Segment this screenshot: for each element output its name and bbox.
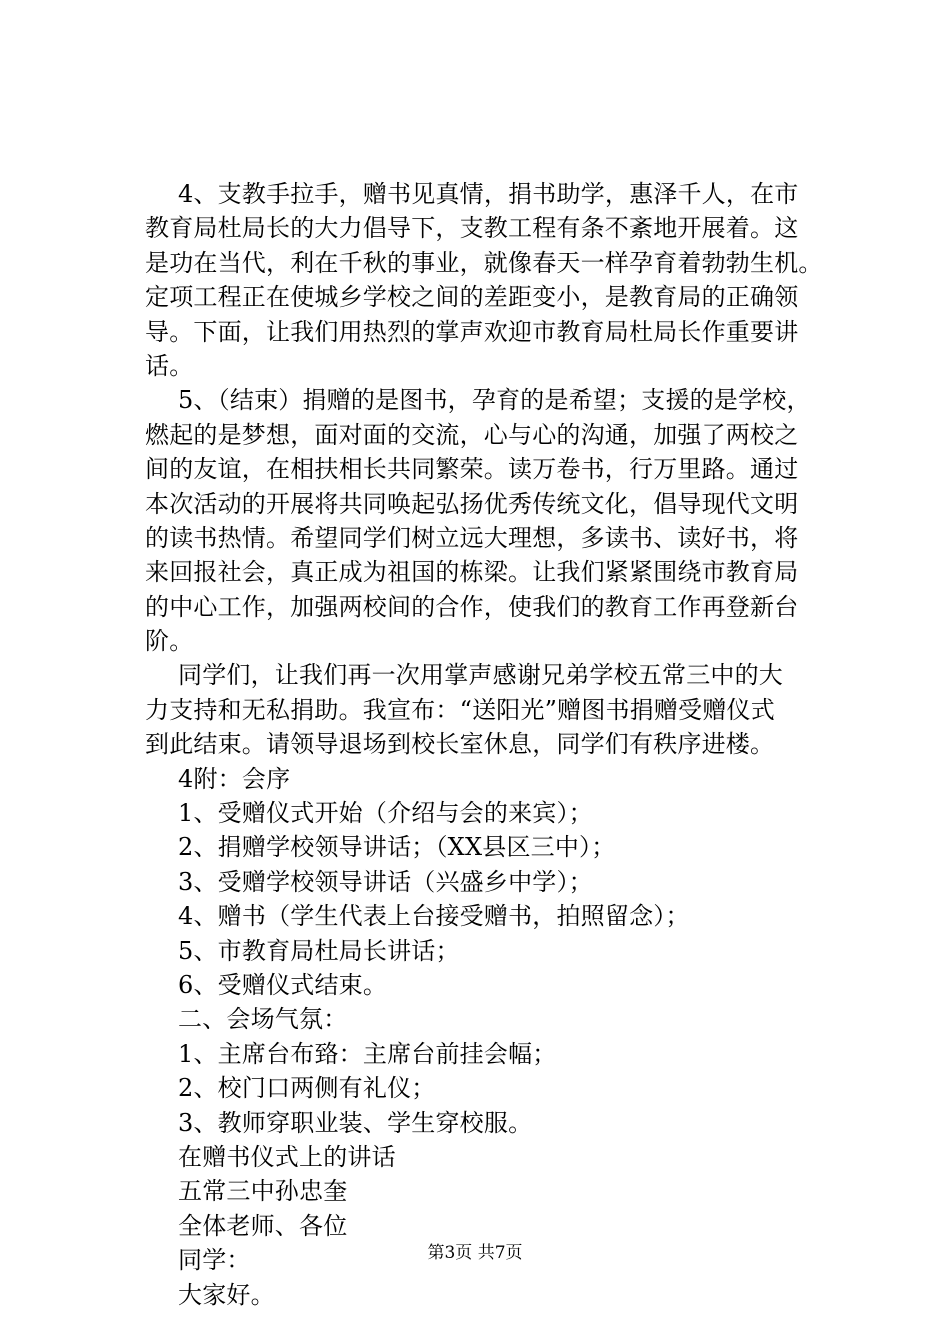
paragraph-line: 同学们，让我们再一次用掌声感谢兄弟学校五常三中的大 [178, 661, 783, 690]
list-item: 1、受赠仪式开始（介绍与会的来宾）； [178, 799, 593, 828]
paragraph-line: 本次活动的开展将共同唤起弘扬优秀传统文化，倡导现代文明 [145, 489, 799, 518]
list-item: 4、赠书（学生代表上台接受赠书，拍照留念）； [178, 902, 690, 931]
paragraph-line: 导。下面，让我们用热烈的掌声欢迎市教育局杜局长作重要讲 [145, 317, 799, 346]
section-heading: 二、会场气氛： [178, 1005, 348, 1034]
list-item: 3、受赠学校领导讲话（兴盛乡中学）； [178, 867, 593, 896]
list-item: 1、主席台布臵：主席台前挂会幅； [178, 1039, 557, 1068]
paragraph-line: 力支持和无私捐助。我宣布：“送阳光”赠图书捐赠受赠仪式 [145, 695, 775, 724]
list-item: 5、市教育局杜局长讲话； [178, 936, 460, 965]
paragraph-line: 来回报社会，真正成为祖国的栋梁。让我们紧紧围绕市教育局 [145, 558, 799, 587]
paragraph-line: 的读书热情。希望同学们树立远大理想，多读书、读好书，将 [145, 523, 799, 552]
list-item: 3、教师穿职业装、学生穿校服。 [178, 1108, 533, 1137]
page-number-footer: 第3页 共7页 [427, 1243, 523, 1263]
salutation-line: 全体老师、各位 [178, 1211, 348, 1240]
paragraph-line: 5、（结束）捐赠的是图书，孕育的是希望；支援的是学校， [178, 386, 811, 415]
paragraph-line: 间的友谊，在相扶相长共同繁荣。读万卷书，行万里路。通过 [145, 455, 799, 484]
paragraph-line: 的中心工作，加强两校间的合作，使我们的教育工作再登新台 [145, 592, 799, 621]
greeting-line: 大家好。 [178, 1280, 275, 1309]
paragraph-line: 4、支教手拉手，赠书见真情，捐书助学，惠泽千人，在市 [178, 180, 799, 208]
paragraph-line: 到此结束。请领导退场到校长室休息，同学们有秩序进楼。 [145, 730, 775, 759]
document-body [145, 177, 823, 1312]
list-heading: 4附：会序 [178, 764, 291, 793]
speech-author: 五常三中孙忠奎 [178, 1177, 348, 1206]
paragraph-line: 燃起的是梦想，面对面的交流，心与心的沟通，加强了两校之 [145, 420, 799, 449]
salutation-line: 同学： [178, 1246, 251, 1275]
list-item: 2、校门口两侧有礼仪； [178, 1074, 436, 1103]
list-item: 6、受赠仪式结束。 [178, 970, 388, 999]
speech-title: 在赠书仪式上的讲话 [178, 1142, 396, 1171]
paragraph-line: 教育局杜局长的大力倡导下，支教工程有条不紊地开展着。这 [145, 214, 799, 243]
paragraph-line: 定项工程正在使城乡学校之间的差距变小，是教育局的正确领 [145, 283, 799, 312]
list-item: 2、捐赠学校领导讲话；（XX县区三中）； [178, 833, 616, 862]
paragraph-line: 阶。 [145, 627, 194, 656]
paragraph-line: 话。 [145, 351, 194, 380]
paragraph-line: 是功在当代，利在千秋的事业，就像春天一样孕育着勃勃生机。 [145, 248, 823, 277]
